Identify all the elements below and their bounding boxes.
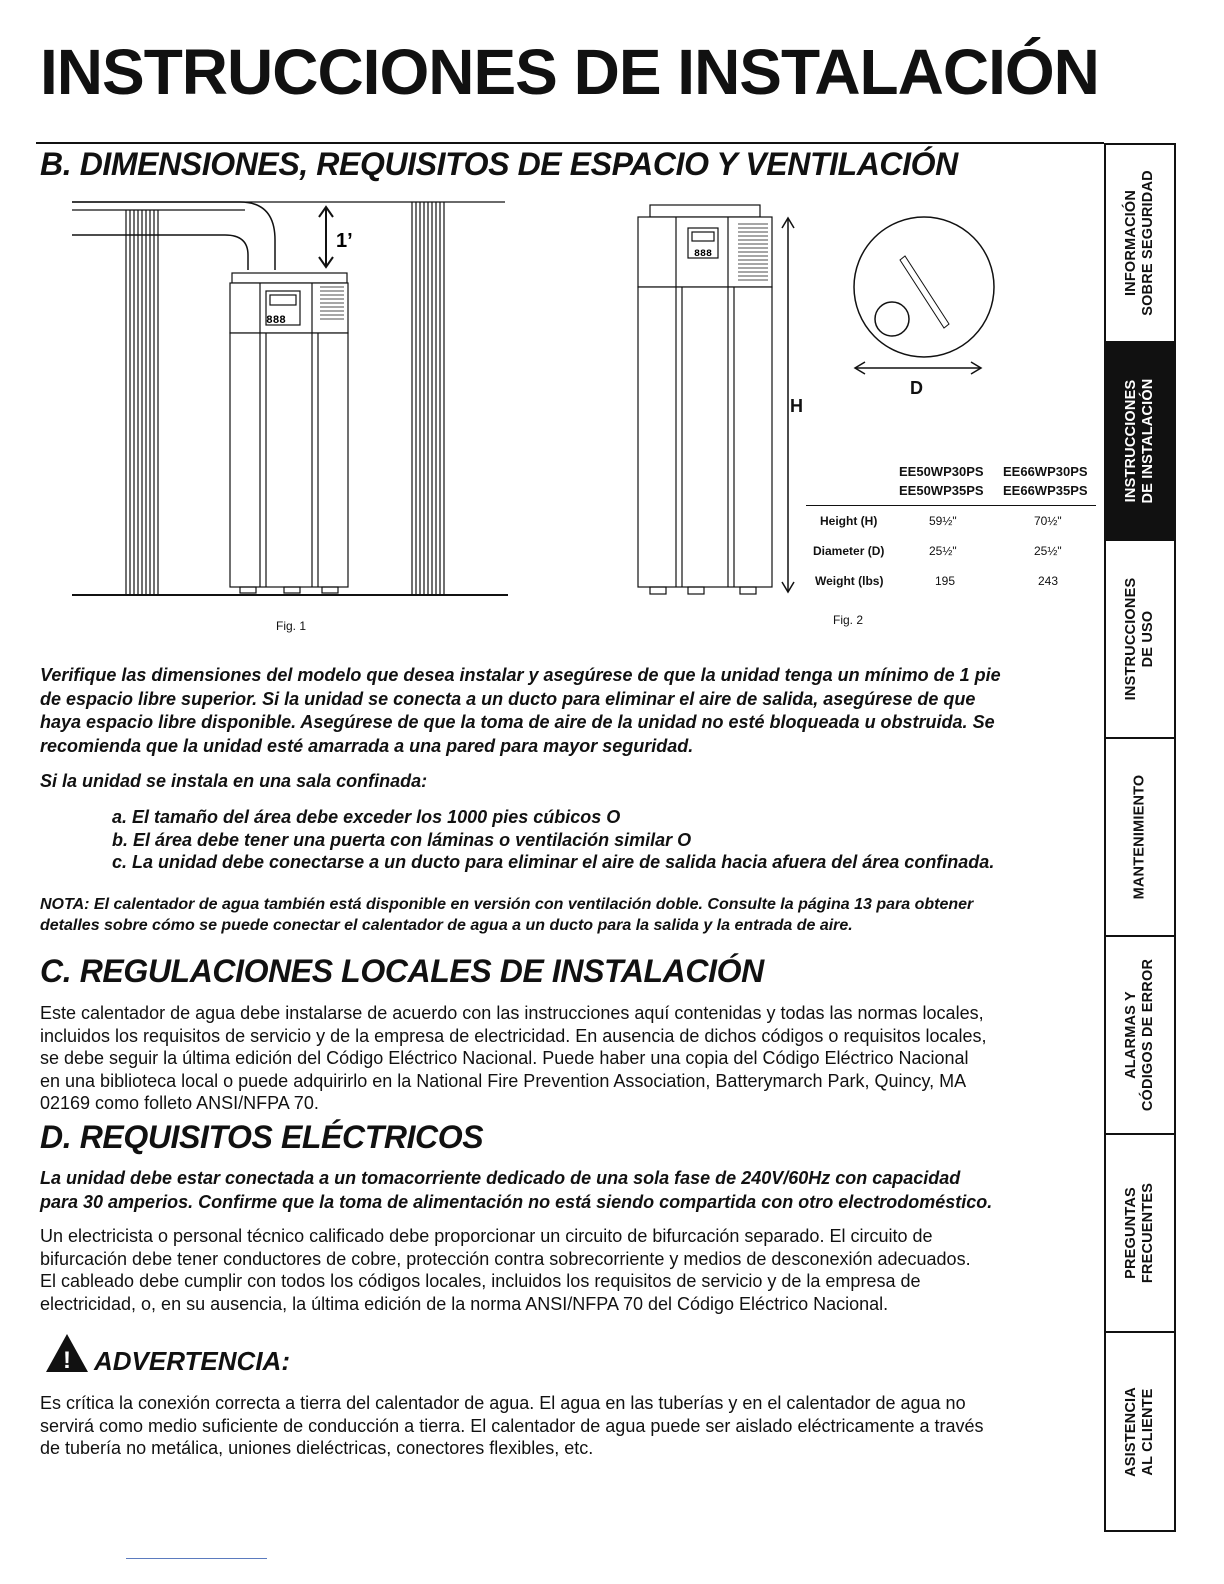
tab-instrucciones-de-instalacion[interactable] xyxy=(1106,343,1174,541)
fig1-heater-top xyxy=(232,273,347,283)
body-line: Este calentador de agua debe instalarse de acuerdo con las instrucciones aquí contenidas y todas las normas locales, xyxy=(40,1003,984,1023)
list-item: c. La unidad debe conectarse a un ducto para eliminar el aire de salida hacia afuera del área confinada. xyxy=(112,852,995,872)
note xyxy=(40,894,1100,936)
section-d-body xyxy=(40,1225,1100,1315)
model-ee50wp35ps: EE50WP35PS xyxy=(899,483,984,498)
fig2-table-col1-models xyxy=(899,462,984,500)
tab-asistencia-al-cliente[interactable] xyxy=(1106,1333,1174,1530)
fig2-top-outlet xyxy=(875,302,909,336)
fig1-left-wall xyxy=(126,210,158,595)
lead-line: para 30 amperios. Confirme que la toma de alimentación no está siendo compartida con otro electrodoméstico. xyxy=(40,1191,993,1212)
tab-label: INFORMACIÓN SOBRE SEGURIDAD xyxy=(1123,170,1156,316)
fig1-clearance-label: 1’ xyxy=(336,230,353,252)
table-row-label: Weight (lbs) xyxy=(815,574,884,588)
table-cell: 59½" xyxy=(929,514,957,528)
warning-triangle-icon xyxy=(44,1332,90,1374)
tab-mantenimiento[interactable] xyxy=(1106,739,1174,937)
fig2-display-digits: 888 xyxy=(693,249,713,260)
note-line: detalles sobre cómo se puede conectar el calentador de agua a un ducto para la salida y la entrada de aire. xyxy=(40,917,853,934)
fig1-installation-diagram xyxy=(60,195,520,610)
lead-line: La unidad debe estar conectada a un tomacorriente dedicado de una sola fase de 240V/60Hz con capacidad xyxy=(40,1168,961,1188)
section-b-intro xyxy=(40,664,1100,758)
body-line: bifurcación debe tener conductores de cobre, protección contra sobrecorriente y medios de desconexión adecuados. xyxy=(40,1248,971,1269)
fig1-duct-outer xyxy=(72,202,275,270)
title-rule xyxy=(36,142,1104,144)
section-b-heading: B. DIMENSIONES, REQUISITOS DE ESPACIO Y VENTILACIÓN xyxy=(40,146,958,182)
intro-line: recomienda que la unidad esté amarrada a una pared para mayor seguridad. xyxy=(40,735,694,756)
fig2-table-rule xyxy=(806,505,1096,506)
table-cell: 243 xyxy=(1038,574,1059,588)
section-d-lead xyxy=(40,1167,1100,1214)
tab-label: ASISTENCIA AL CLIENTE xyxy=(1123,1386,1156,1477)
tab-label: INSTRUCCIONES DE USO xyxy=(1123,577,1156,701)
table-cell: 70½" xyxy=(1034,514,1062,528)
fig2-caption: Fig. 2 xyxy=(833,613,864,627)
side-tabs xyxy=(1104,143,1176,1532)
bottom-decorative-line xyxy=(126,1558,267,1559)
section-c-heading: C. REGULACIONES LOCALES DE INSTALACIÓN xyxy=(40,953,764,989)
tab-label: INSTRUCCIONES DE INSTALACIÓN xyxy=(1123,378,1156,504)
list-item: b. El área debe tener una puerta con láminas o ventilación similar O xyxy=(112,829,692,850)
body-line: Un electricista o personal técnico calificado debe proporcionar un circuito de bifurcación separado. El circuito de xyxy=(40,1226,933,1246)
fig2-top-view-diagram xyxy=(845,208,1005,383)
body-line: electricidad, o, en su ausencia, la última edición de la norma ANSI/NFPA 70 del Código Eléctrico Nacional. xyxy=(40,1293,889,1314)
tab-label: PREGUNTAS FRECUENTES xyxy=(1123,1182,1156,1284)
tab-preguntas-frecuentes[interactable] xyxy=(1106,1135,1174,1333)
fig2-diameter-label: D xyxy=(910,378,923,398)
body-line: 02169 como folleto ANSI/NFPA 70. xyxy=(40,1093,319,1113)
tab-label: MANTENIMIENTO xyxy=(1131,774,1148,900)
confined-intro: Si la unidad se instala en una sala confinada: xyxy=(40,771,428,791)
table-cell: 25½" xyxy=(1034,544,1062,558)
fig1-right-wall xyxy=(412,202,444,595)
warning-heading: ADVERTENCIA: xyxy=(94,1346,290,1376)
table-cell: 25½" xyxy=(929,544,957,558)
table-row-label: Diameter (D) xyxy=(813,544,885,558)
tab-alarmas-y-codigos-de-error[interactable] xyxy=(1106,937,1174,1135)
fig1-duct-inner xyxy=(72,235,248,270)
warning-symbol: ! xyxy=(63,1347,71,1374)
intro-line: Verifique las dimensiones del modelo que desea instalar y asegúrese de que la unidad tenga un mínimo de 1 pie xyxy=(40,665,1001,685)
page-title: INSTRUCCIONES DE INSTALACIÓN xyxy=(40,36,1099,108)
fig1-display-digits: 888 xyxy=(266,315,286,327)
fig2-heater-body xyxy=(638,287,772,587)
list-item: a. El tamaño del área debe exceder los 1000 pies cúbicos O xyxy=(112,807,621,827)
body-line: se debe seguir la última edición del Código Eléctrico Nacional. Puede haber una copia del Código Eléctrico Nacional xyxy=(40,1048,969,1068)
intro-line: de espacio libre superior. Si la unidad se conecta a un ducto para eliminar el aire de salida, asegúrese de que xyxy=(40,688,976,709)
body-line: Es crítica la conexión correcta a tierra del calentador de agua. El agua en las tuberías y en el calentador de agua no xyxy=(40,1393,966,1413)
model-ee66wp30ps: EE66WP30PS xyxy=(1003,464,1088,479)
fig2-top-bar xyxy=(900,256,949,328)
intro-line: haya espacio libre disponible. Asegúrese de que la toma de aire de la unidad no esté bloqueada u obstruida. Se xyxy=(40,712,995,732)
body-line: incluidos los requisitos de servicio y de la empresa de electricidad. En ausencia de dichos códigos o requisitos locales, xyxy=(40,1025,987,1046)
fig2-top-circle xyxy=(854,217,994,357)
table-cell: 195 xyxy=(935,574,956,588)
note-line: NOTA: El calentador de agua también está disponible en versión con ventilación doble. Consulte la página 13 para obtener xyxy=(40,896,974,913)
section-d-heading: D. REQUISITOS ELÉCTRICOS xyxy=(40,1119,484,1155)
tab-instrucciones-de-uso[interactable] xyxy=(1106,541,1174,739)
tab-label: ALARMAS Y CÓDIGOS DE ERROR xyxy=(1123,958,1156,1112)
fig2-vent xyxy=(738,224,768,280)
section-c-body xyxy=(40,1002,1100,1115)
fig1-heater-body xyxy=(230,333,348,587)
table-row-label: Height (H) xyxy=(820,514,878,528)
body-line: en una biblioteca local o puede adquirirlo en la National Fire Prevention Association, Batterymarch Park, Quincy, MA xyxy=(40,1070,967,1091)
model-ee66wp35ps: EE66WP35PS xyxy=(1003,483,1088,498)
tab-informacion-sobre-seguridad[interactable] xyxy=(1106,145,1174,343)
fig2-table-col2-models xyxy=(1003,462,1088,500)
body-line: servirá como medio suficiente de conducción a tierra. El calentador de agua puede ser aislado eléctricamente a través xyxy=(40,1415,984,1436)
fig1-caption: Fig. 1 xyxy=(276,619,307,633)
warning-body xyxy=(40,1392,1100,1460)
fig2-height-label: H xyxy=(790,396,803,416)
body-line: de tubería no metálica, uniones dieléctricas, conectores flexibles, etc. xyxy=(40,1438,594,1458)
model-ee50wp30ps: EE50WP30PS xyxy=(899,464,984,479)
body-line: El cableado debe cumplir con todos los códigos locales, incluidos los requisitos de servicio y de la empresa de xyxy=(40,1271,921,1291)
fig2-heater-diagram xyxy=(630,200,815,600)
confined-list xyxy=(112,806,994,874)
